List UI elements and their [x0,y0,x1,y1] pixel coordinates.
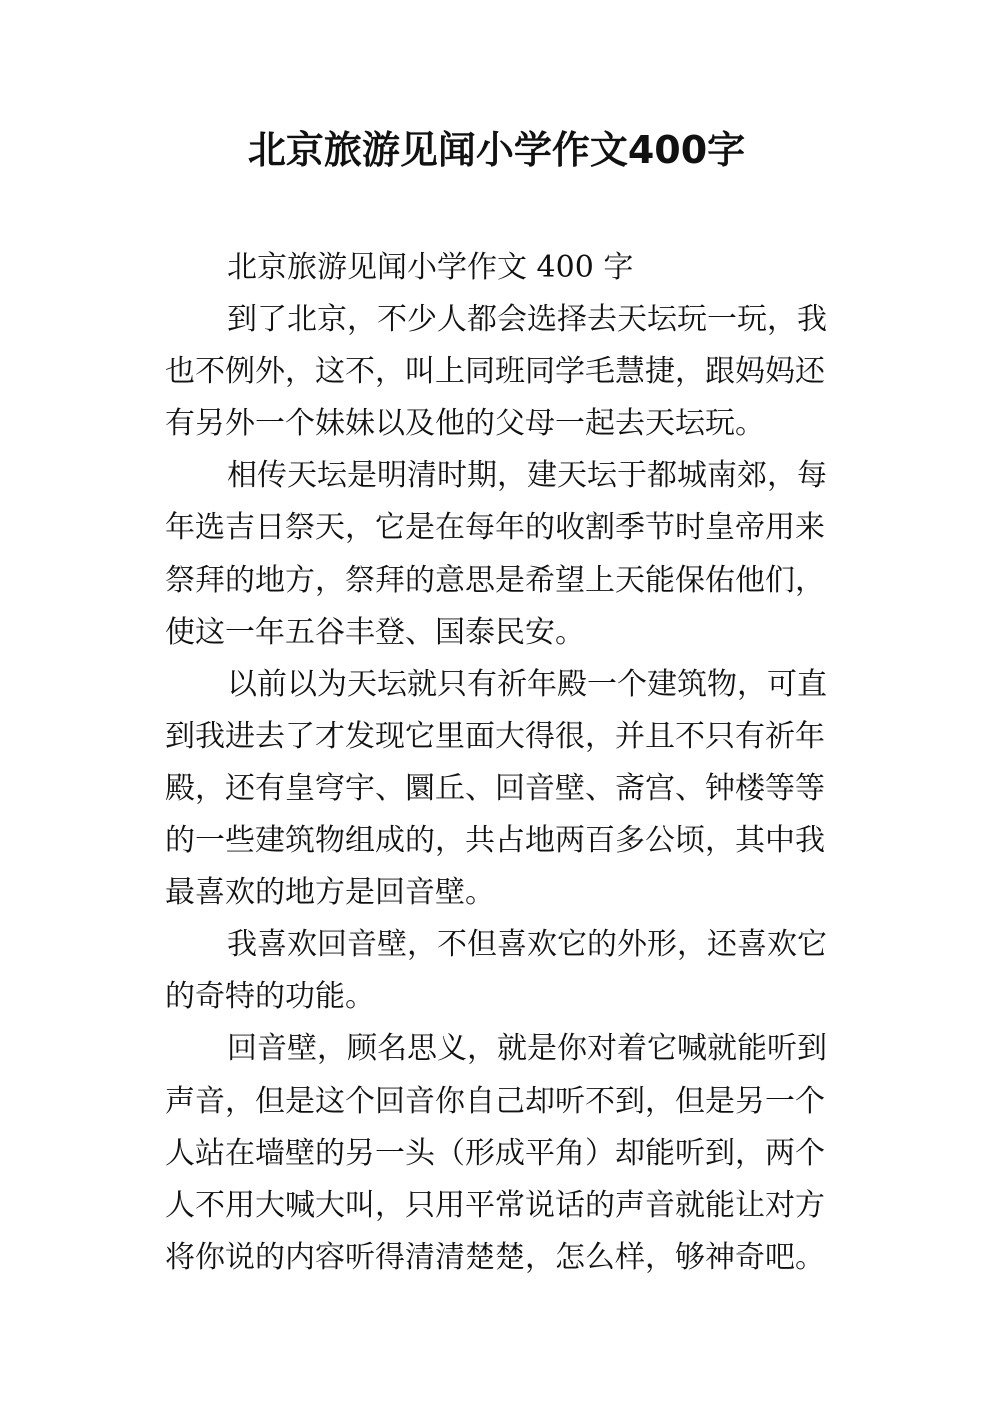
paragraph [165,242,835,294]
text-line: 人站在墙壁的另一头（形成平角）却能听到，两个 [165,1135,825,1171]
document-title: 北京旅游见闻小学作文400字 [247,128,746,172]
paragraph [165,659,835,919]
text-line: 的一些建筑物组成的，共占地两百多公顷，其中我 [165,823,825,859]
document-body [165,242,835,1284]
text-line: 到了北京，不少人都会选择去天坛玩一玩，我 [227,302,827,338]
text-line: 回音壁，顾名思义，就是你对着它喊就能听到 [227,1031,827,1067]
text-line: 以前以为天坛就只有祈年殿一个建筑物，可直 [227,666,827,702]
text-line: 祭拜的地方，祭拜的意思是希望上天能保佑他们， [165,562,825,598]
text-line: 殿，还有皇穹宇、圜丘、回音壁、斋宫、钟楼等等 [165,770,825,806]
text-line: 最喜欢的地方是回音壁。 [165,875,495,911]
text-line: 将你说的内容听得清清楚楚，怎么样，够神奇吧。 [165,1239,825,1275]
text-line: 我喜欢回音壁，不但喜欢它的外形，还喜欢它 [227,927,827,963]
text-line: 年选吉日祭天，它是在每年的收割季节时皇帝用来 [165,510,825,546]
text-line: 声音，但是这个回音你自己却听不到，但是另一个 [165,1083,825,1119]
text-line: 也不例外，这不，叫上同班同学毛慧捷，跟妈妈还 [165,354,825,390]
text-line: 到我进去了才发现它里面大得很，并且不只有祈年 [165,718,825,754]
paragraph [165,294,835,450]
text-line: 的奇特的功能。 [165,979,375,1015]
text-line: 使这一年五谷丰登、国泰民安。 [165,614,585,650]
text-line: 有另外一个妹妹以及他的父母一起去天坛玩。 [165,406,765,442]
text-line: 北京旅游见闻小学作文 400 字 [227,250,634,285]
paragraph [165,919,835,1023]
paragraph [165,450,835,658]
text-line: 人不用大喊大叫，只用平常说话的声音就能让对方 [165,1187,825,1223]
paragraph [165,1023,835,1283]
text-line: 相传天坛是明清时期，建天坛于都城南郊，每 [227,458,827,494]
